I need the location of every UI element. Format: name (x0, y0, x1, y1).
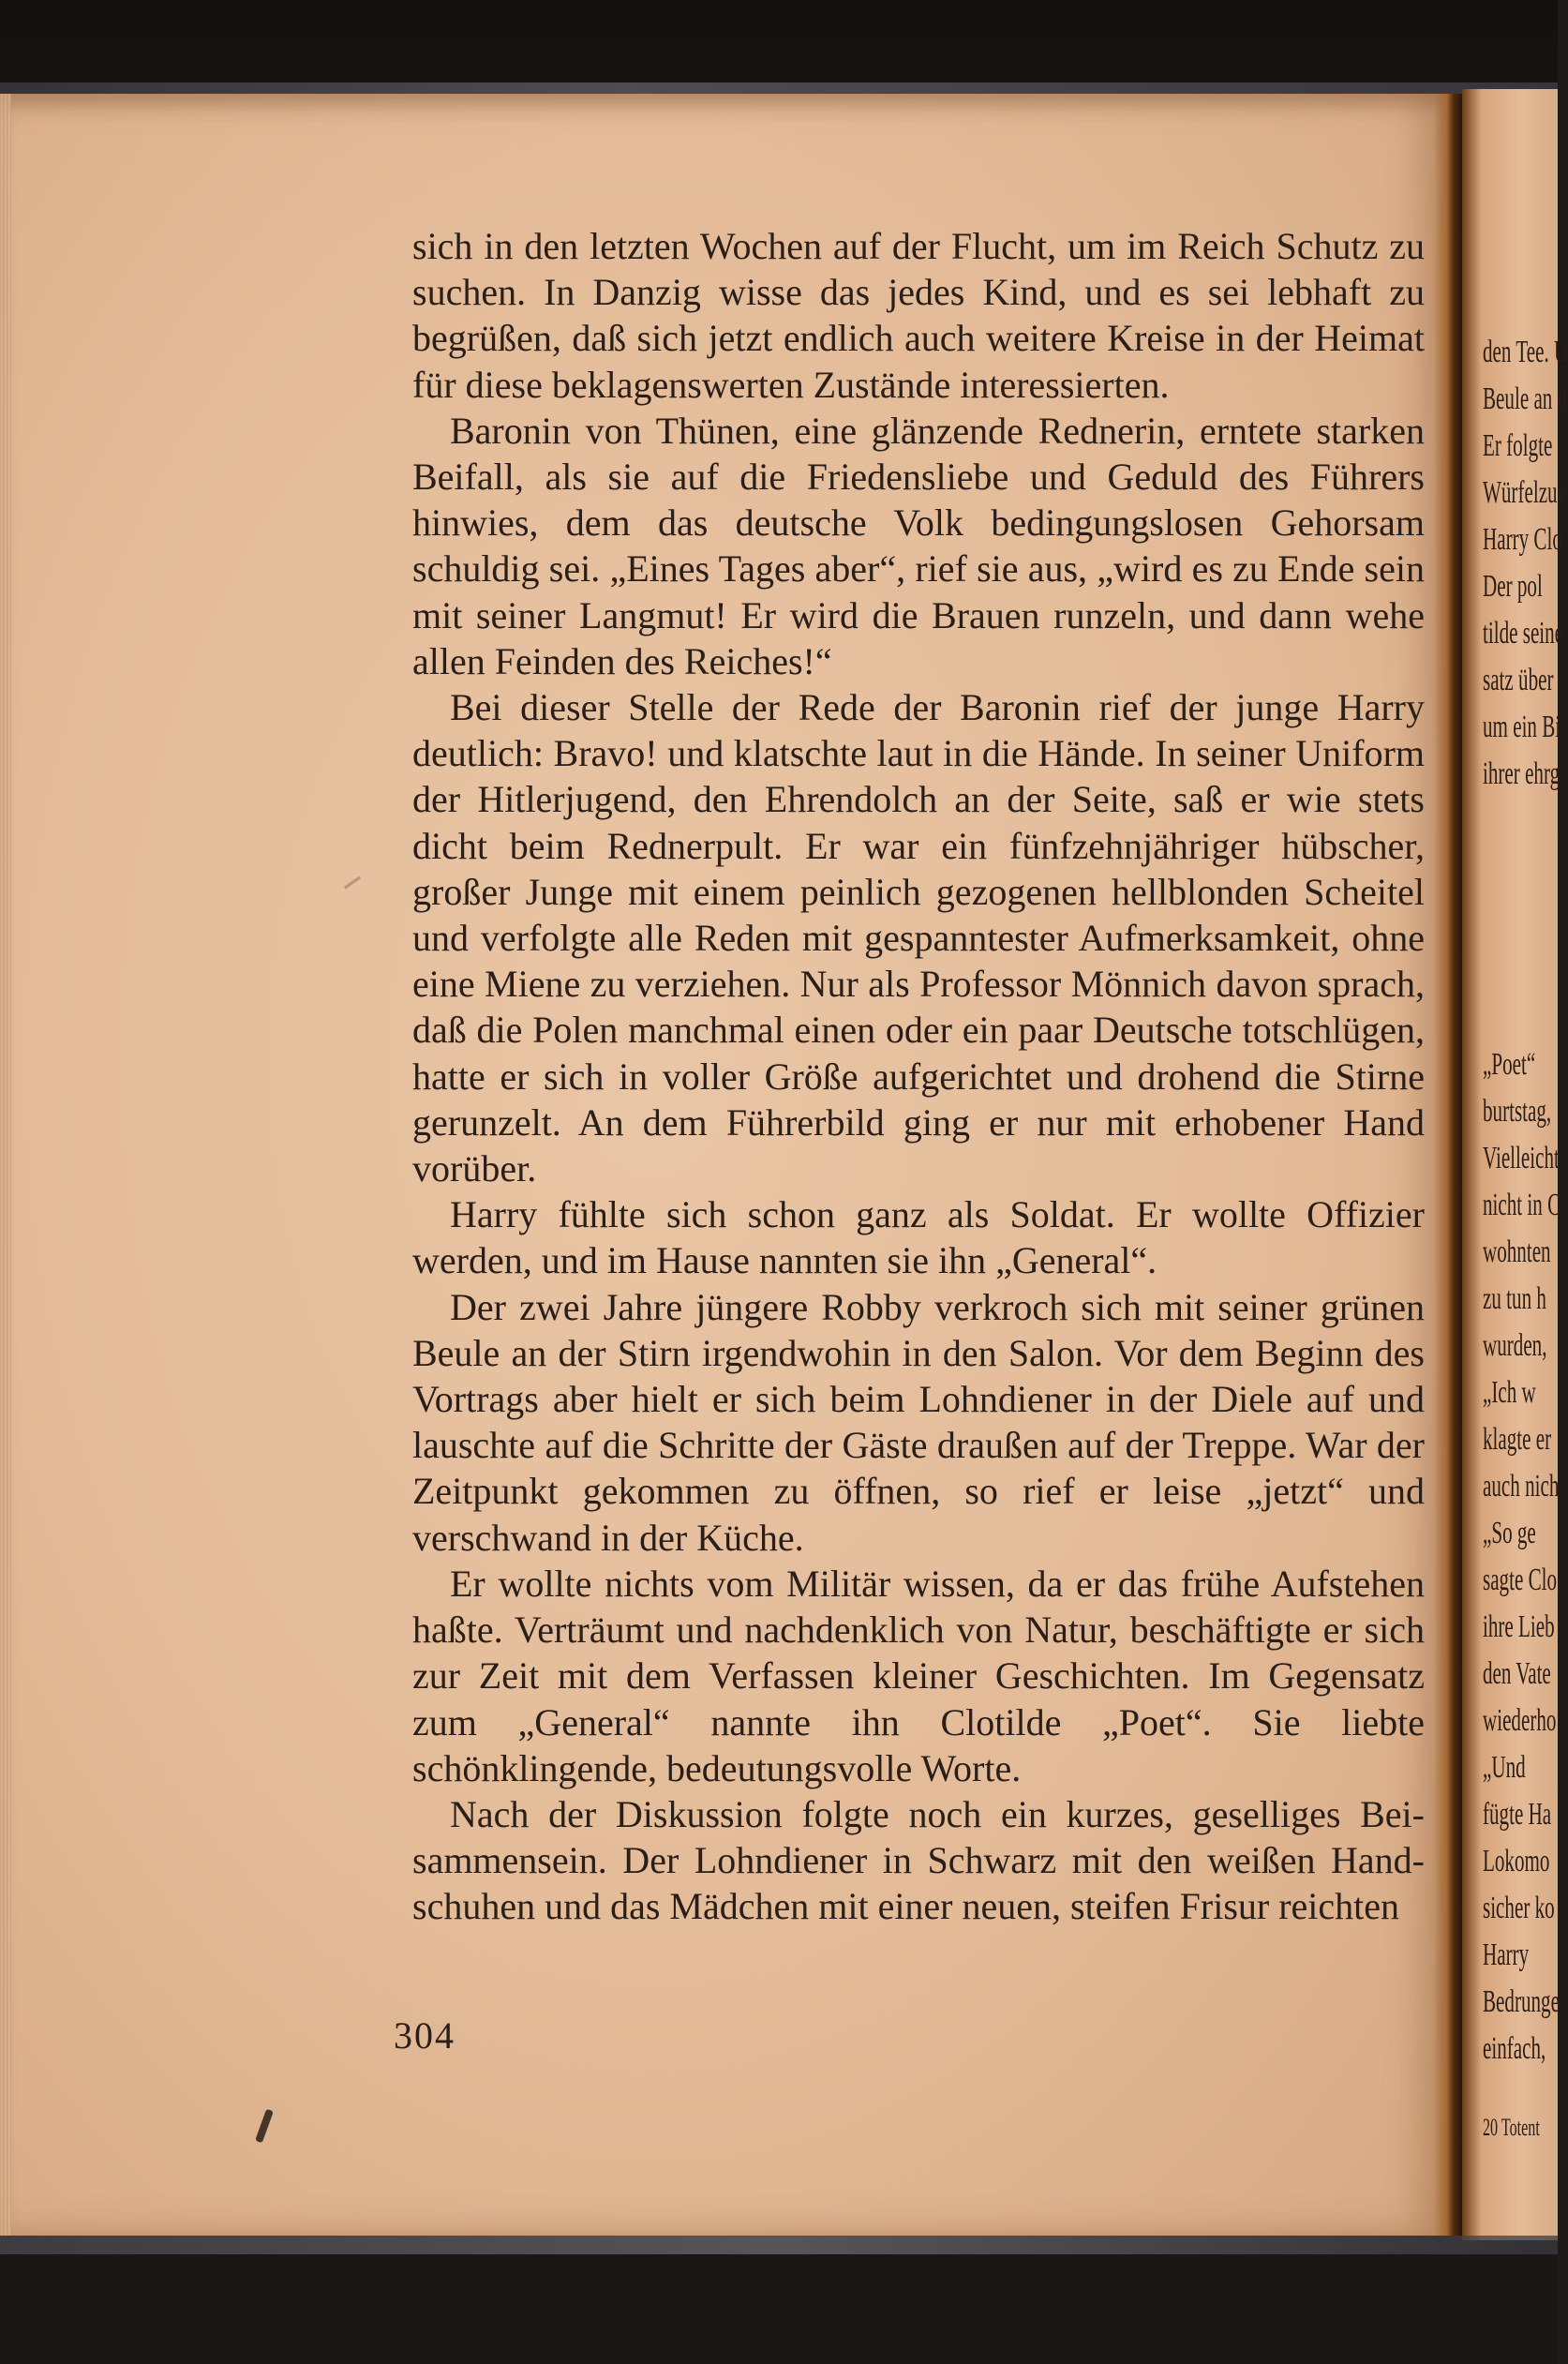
facing-page-fragment: „Ich w (1483, 1375, 1536, 1410)
page-block-edges (0, 94, 11, 2236)
paragraph: Harry fühlte sich schon ganz als Soldat. Er wollte Offizier werden, und im Hause nannten sie ihn „General“. (412, 1193, 1425, 1282)
facing-page-fragment: wurden, (1483, 1328, 1547, 1363)
facing-page-fragment: satz über (1483, 663, 1554, 697)
facing-page-fragment: Er folgte (1483, 428, 1553, 463)
facing-page-fragment: wiederho (1483, 1703, 1557, 1738)
facing-page-fragment: „Poet“ (1483, 1047, 1536, 1082)
facing-page-fragment: wohnten (1483, 1234, 1551, 1269)
paragraph: Baronin von Thünen, eine glänzende Rednerin, erntete starken Beifall, als sie auf die Friedensliebe und Geduld des Führers hinwies, dem das deutsche Volk bedingungslosen Gehorsam schuldig sei. „Eines Tages aber“, rief sie aus, „wird es zu Ende sein mit seiner Langmut! Er wird die Brauen runzeln, und dann wehe allen Feinden des Reiches!“ (412, 409, 1425, 682)
facing-page-fragment: klagte er (1483, 1422, 1552, 1457)
facing-page-fragment: „So ge (1483, 1516, 1536, 1550)
facing-page-fragment: burtstag, (1483, 1094, 1552, 1129)
facing-page-fragment: ihrer ehrg (1483, 756, 1561, 791)
paragraph: Der zwei Jahre jüngere Robby verkroch sich mit seiner grünen Beule an der Stirn irgendwohin in den Salon. Vor dem Beginn des Vortrags aber hielt er sich beim Lohndiener in der Diele auf und lauschte auf die Schritte der Gäste draußen auf der Treppe. War der Zeitpunkt gekommen zu öffnen, so rief er leise „jetzt“ und verschwand in der Küche. (412, 1285, 1425, 1559)
facing-page-fragment: Beule an d (1483, 382, 1568, 416)
book-cover-edge-bottom (0, 2236, 1558, 2254)
facing-page-fragment: „Und (1483, 1750, 1526, 1785)
paragraph: sich in den letzten Wochen auf der Flucht, um im Reich Schutz zu suchen. In Danzig wisse das jedes Kind, und es sei lebhaft zu begrüßen, daß sich jetzt endlich auch weitere Kreise in der Heimat für diese beklagenswerten Zustände interessierten. (412, 225, 1425, 406)
facing-page-fragment: den Tee. U (1483, 335, 1568, 369)
facing-page-fragment: fügte Ha (1483, 1797, 1552, 1832)
facing-page-fragment: sagte Clo (1483, 1563, 1558, 1597)
page-number: 304 (394, 2014, 455, 2057)
facing-page-fragment: 20 Totent (1483, 2114, 1540, 2141)
facing-page-fragment: auch nich (1483, 1469, 1560, 1504)
facing-page-fragment: um ein Bi (1483, 710, 1561, 744)
paragraph: Nach der Diskussion folgte noch ein kurzes, geselliges Beisammensein. Der Lohndiener in Schwarz mit den weißen Handschuhen und das Mädchen mit einer neuen, steifen Frisur reichten (412, 1792, 1425, 1928)
facing-page-fragment: sicher ko (1483, 1891, 1555, 1925)
facing-page-fragment: Der pol (1483, 569, 1543, 604)
facing-page-fragment: tilde seine (1483, 616, 1564, 651)
paragraph: Er wollte nichts vom Militär wissen, da er das frühe Aufstehen haßte. Verträumt und nachdenklich von Natur, beschäftigte er sich zur Zeit mit dem Verfassen kleiner Geschichten. Im Gegensatz zum „General“ nannte ihn Clotilde „Poet“. Sie liebte schönklingende, bedeutungsvolle Worte. (412, 1562, 1425, 1789)
facing-page-fragment: Würfelzuc (1483, 475, 1566, 510)
facing-page-fragment: einfach, (1483, 2031, 1546, 2066)
facing-page-fragment: Bedrunge (1483, 1984, 1560, 2019)
page-body (412, 223, 1425, 1930)
facing-page-fragment: Harry (1483, 1938, 1530, 1972)
facing-page-fragment: Vielleicht (1483, 1141, 1560, 1175)
facing-page-fragment: nicht in C (1483, 1188, 1561, 1222)
facing-page-edge (1462, 89, 1568, 2240)
facing-page-fragment: den Vate (1483, 1656, 1551, 1691)
facing-page-fragment: Lokomo (1483, 1844, 1550, 1878)
book-gutter (1434, 94, 1462, 2236)
facing-page-fragment: ihre Lieb (1483, 1609, 1555, 1644)
facing-page-fragment: zu tun h (1483, 1281, 1546, 1316)
paragraph: Bei dieser Stelle der Rede der Baronin rief der junge Harry deutlich: Bravo! und klatschte laut in die Hände. In seiner Uniform der Hitlerjugend, den Ehrendolch an der Seite, saß er wie stets dicht beim Rednerpult. Er war ein fünfzehnjähriger hübscher, großer Junge mit einem peinlich gezogenen hellblonden Scheitel und verfolgte alle Reden mit gespanntester Aufmerksamkeit, ohne eine Miene zu verziehen. Nur als Professor Mönnich davon sprach, daß die Polen manchmal einen oder ein paar Deutsche totschlügen, hatte er sich in voller Größe aufgerichtet und drohend die Stirne gerunzelt. An dem Führerbild ging er nur mit erhobener Hand vorüber. (412, 686, 1425, 1190)
facing-page-fragment: Harry Clo (1483, 522, 1562, 557)
